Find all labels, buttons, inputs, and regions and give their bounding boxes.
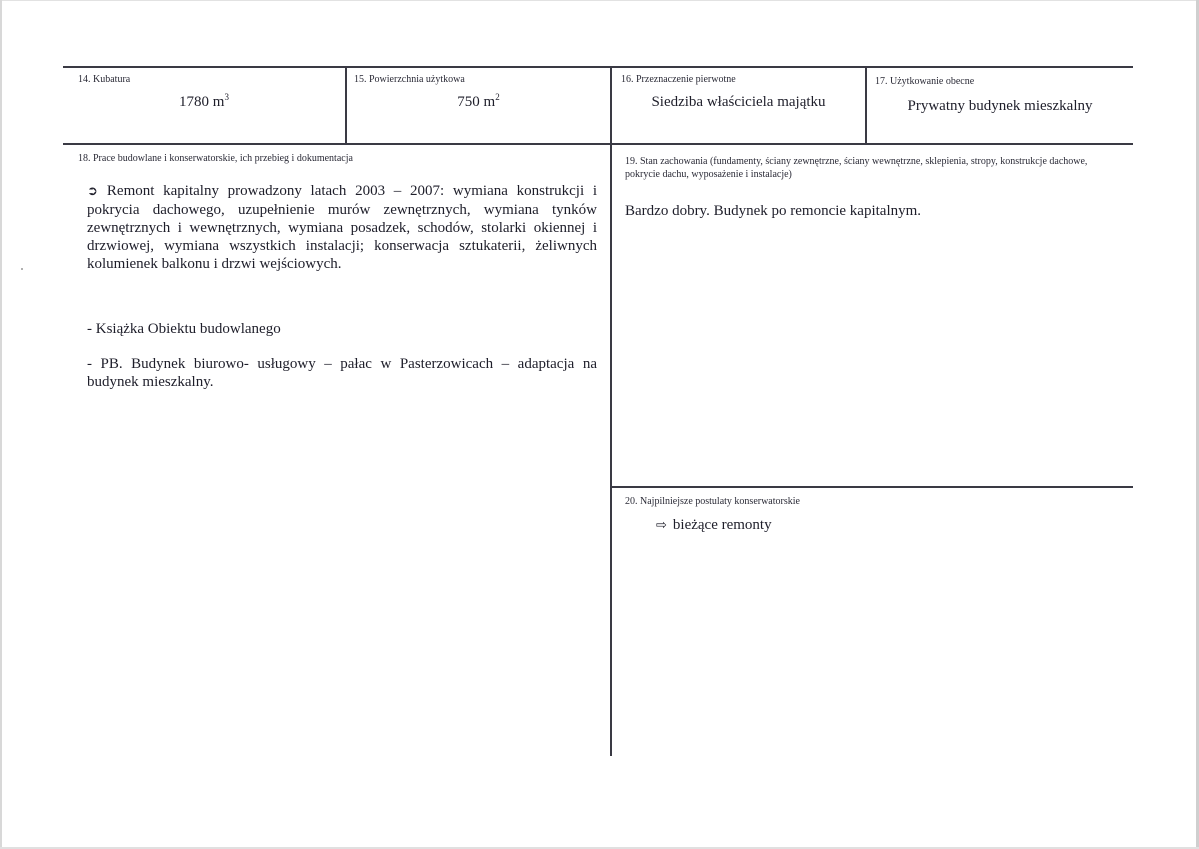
field-label-prace: 18. Prace budowlane i konserwatorskie, ich przebieg i dokumentacja <box>78 153 353 164</box>
field-label-stan: 19. Stan zachowania (fundamenty, ściany zewnętrzne, ściany wewnętrzne, sklepienia, stropy, konstrukcje dachowe, pokrycie dachu, wyposażenie i instalacje) <box>625 156 1088 180</box>
outline-right-arrow-icon: ⇨ <box>656 518 667 533</box>
form-column-divider <box>610 66 612 756</box>
prace-main-paragraph <box>87 182 597 273</box>
scan-edge <box>0 0 1199 1</box>
field-label-postulaty: 20. Najpilniejsze postulaty konserwatorskie <box>625 496 800 507</box>
prace-doc-item: - PB. Budynek biurowo- usługowy – pałac w Pasterzowicach – adaptacja na budynek mieszkalny. <box>87 356 597 390</box>
field-label-powierzchnia: 15. Powierzchnia użytkowa <box>354 74 465 85</box>
kubatura-exponent: 3 <box>224 92 229 102</box>
field-label-kubatura: 14. Kubatura <box>78 74 131 85</box>
form-section-divider <box>611 486 1133 488</box>
field-value-powierzchnia <box>347 93 610 111</box>
powierzchnia-exponent: 2 <box>495 92 500 102</box>
field-value-uzytkowanie: Prywatny budynek mieszkalny <box>907 98 1093 114</box>
prace-main-text: Remont kapitalny prowadzony latach 2003 – 2007: wymiana konstrukcji i pokrycia dachowego, uzupełnienie murów zewnętrznych, wymiana tynków zewnętrznych i wewnętrznych, wymiana posadzek, schodów, stolarki okiennej i drzwiowej, wymiana wszystkich instalacji; konserwacja sztukaterii, żeliwnych kolumienek balkonu i drzwi wejściowych. <box>87 183 597 272</box>
powierzchnia-number: 750 m <box>457 94 496 110</box>
field-value-stan: Bardzo dobry. Budynek po remoncie kapitalnym. <box>625 203 922 219</box>
field-value-kubatura <box>63 93 345 111</box>
field-value-postulaty <box>656 516 1056 535</box>
prace-doc-item: - Książka Obiektu budowlanego <box>87 321 281 337</box>
kubatura-number: 1780 m <box>179 94 225 110</box>
scan-edge <box>0 0 2 849</box>
form-top-rule <box>63 66 1133 68</box>
form-row-divider <box>63 143 1133 145</box>
field-value-przeznaczenie: Siedziba właściciela majątku <box>651 94 826 110</box>
scan-speck <box>21 268 23 270</box>
field-label-przeznaczenie: 16. Przeznaczenie pierwotne <box>621 74 736 85</box>
circled-arrow-icon: ➲ <box>87 184 98 199</box>
field-label-uzytkowanie: 17. Użytkowanie obecne <box>875 76 975 87</box>
postulaty-text: bieżące remonty <box>672 517 772 533</box>
